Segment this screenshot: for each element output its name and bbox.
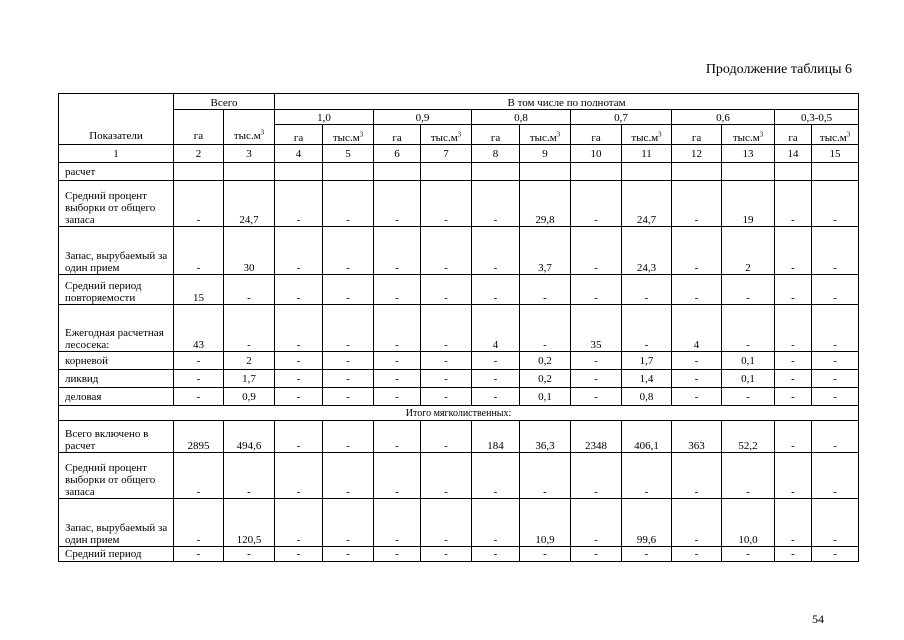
table-cell: 35 [571,305,622,352]
table-cell: 24,7 [622,181,672,227]
table-cell: - [472,352,520,370]
table-cell: - [672,181,722,227]
table-cell [224,163,275,181]
table-cell: - [812,181,859,227]
table-cell: - [374,453,421,499]
table-cell: 2 [722,227,775,275]
table-cell: - [571,499,622,547]
table-cell: - [374,547,421,562]
table-cell: - [323,352,374,370]
table-cell: - [622,305,672,352]
table-cell: - [275,453,323,499]
table-cell: - [472,181,520,227]
density-0-9: 0,9 [374,110,472,125]
unit-ha: га [472,125,520,145]
table-cell: - [672,453,722,499]
table-cell: - [672,275,722,305]
table-cell: 1,7 [622,352,672,370]
table-cell: - [520,275,571,305]
density-0-8: 0,8 [472,110,571,125]
table-row [59,181,859,227]
table-cell: - [812,305,859,352]
table-cell: - [421,547,472,562]
table-cell: - [374,352,421,370]
table-row [59,370,859,388]
table-cell: - [812,352,859,370]
table-cell: - [672,499,722,547]
table-cell: 3,7 [520,227,571,275]
table-cell: 184 [472,421,520,453]
table-cell: 24,7 [224,181,275,227]
table-cell: - [174,388,224,406]
table-cell: 2348 [571,421,622,453]
table-cell: - [812,227,859,275]
unit-ha: га [374,125,421,145]
table-cell: 0,9 [224,388,275,406]
table-cell: - [421,421,472,453]
table-row [59,547,859,562]
table-cell: 30 [224,227,275,275]
table-cell: 2 [224,352,275,370]
table-cell: - [275,227,323,275]
table-cell: - [374,227,421,275]
table-row [59,163,859,181]
table-cell: - [775,453,812,499]
table-cell: - [174,370,224,388]
column-number: 11 [622,145,672,163]
table-cell: - [275,421,323,453]
table-cell: - [520,453,571,499]
table-cell: - [323,305,374,352]
table-cell: - [472,499,520,547]
table-cell: - [571,181,622,227]
table-cell: - [672,547,722,562]
unit-ths-m3: $тыс.м^3$ [520,125,571,145]
table-cell: - [571,388,622,406]
table-cell: 24,3 [622,227,672,275]
row-label: расчет [59,163,174,181]
table-cell: - [323,227,374,275]
table-cell: - [722,453,775,499]
table-cell: - [472,388,520,406]
table-cell: - [622,547,672,562]
row-label: Средний процент выборки от общего запаса [59,181,174,227]
table-cell: - [224,305,275,352]
column-number: 2 [174,145,224,163]
column-number: 14 [775,145,812,163]
table-cell: - [174,352,224,370]
column-number: 9 [520,145,571,163]
table-caption: Продолжение таблицы 6 [705,62,852,77]
table-cell: - [722,305,775,352]
table-cell: - [174,227,224,275]
table-cell: - [775,275,812,305]
table-cell: - [374,275,421,305]
column-number: 3 [224,145,275,163]
table-cell: - [421,305,472,352]
table-cell: - [323,181,374,227]
table-cell: 36,3 [520,421,571,453]
table-cell: - [421,227,472,275]
row-label: Всего включено в расчет [59,421,174,453]
table-cell: 494,6 [224,421,275,453]
table-cell [520,163,571,181]
unit-ha: га [775,125,812,145]
table-cell: - [812,547,859,562]
table-row [59,227,859,275]
unit-ha: га [275,125,323,145]
table-cell: - [323,275,374,305]
table-cell: - [421,370,472,388]
table-cell: - [571,547,622,562]
table-cell: 0,1 [520,388,571,406]
header-total-ha: га [174,110,224,145]
section-title: Итого мягколиственных: [59,406,859,421]
table-cell: - [812,453,859,499]
table-cell: - [812,421,859,453]
column-number: 6 [374,145,421,163]
row-label: Средний процент выборки от общего запаса [59,453,174,499]
column-number: 5 [323,145,374,163]
table-cell [472,163,520,181]
table-cell: - [812,370,859,388]
table-cell: - [275,388,323,406]
table-cell: - [275,305,323,352]
table-row [59,305,859,352]
table-cell [421,163,472,181]
table-cell [323,163,374,181]
table-cell: - [812,275,859,305]
table-cell: - [224,547,275,562]
table-cell: - [672,388,722,406]
table-cell: - [374,370,421,388]
table-cell: - [323,421,374,453]
table-cell [571,163,622,181]
forest-table [58,93,859,562]
table-cell: - [571,275,622,305]
table-cell: 4 [672,305,722,352]
table-row [59,421,859,453]
table-cell [672,163,722,181]
table-cell: - [775,499,812,547]
table-cell: - [472,275,520,305]
table-cell: 0,1 [722,370,775,388]
table-cell: 19 [722,181,775,227]
table-cell: - [672,352,722,370]
table-cell: - [275,370,323,388]
table-cell: - [174,453,224,499]
table-cell [174,163,224,181]
table-cell: - [775,305,812,352]
table-cell: - [672,227,722,275]
table-cell: - [323,388,374,406]
table-cell: - [775,388,812,406]
column-number: 8 [472,145,520,163]
density-0-3-0-5: 0,3-0,5 [775,110,859,125]
table-cell: - [224,453,275,499]
table-cell: 0,1 [722,352,775,370]
table-cell: - [275,499,323,547]
table-cell: - [174,547,224,562]
table-cell: - [374,388,421,406]
density-1-0: 1,0 [275,110,374,125]
unit-ths-m3: $тыс.м^3$ [421,125,472,145]
table-cell: - [812,388,859,406]
row-label: Ежегодная расчетная лесосека: [59,305,174,352]
table-cell: - [174,181,224,227]
table-cell: 0,8 [622,388,672,406]
table-cell: - [421,181,472,227]
table-cell: 0,2 [520,352,571,370]
table-cell: - [571,370,622,388]
density-0-7: 0,7 [571,110,672,125]
table-cell: - [374,181,421,227]
table-cell: - [224,275,275,305]
column-number: 4 [275,145,323,163]
table-cell: - [472,547,520,562]
table-cell: - [622,453,672,499]
header-total: Всего [174,94,275,110]
table-cell: 1,4 [622,370,672,388]
column-number: 10 [571,145,622,163]
unit-ths-m3: $тыс.м^3$ [722,125,775,145]
table-cell: 10,0 [722,499,775,547]
row-label: корневой [59,352,174,370]
table-cell: - [275,547,323,562]
table-cell: - [722,388,775,406]
unit-ths-m3: $тыс.м^3$ [622,125,672,145]
unit-ths-m3: $тыс.м^3$ [812,125,859,145]
table-cell: - [722,275,775,305]
table-cell: - [571,453,622,499]
table-cell [275,163,323,181]
table-row [59,388,859,406]
table-cell [622,163,672,181]
column-number: 15 [812,145,859,163]
table-cell: - [520,547,571,562]
table-cell: - [472,227,520,275]
table-cell [812,163,859,181]
table-cell [722,163,775,181]
table-row [59,499,859,547]
table-cell: - [323,453,374,499]
unit-ha: га [571,125,622,145]
row-label: Средний период [59,547,174,562]
table-cell: - [812,499,859,547]
table-cell: - [174,499,224,547]
table-cell: 120,5 [224,499,275,547]
table-cell: - [672,370,722,388]
table-cell [374,163,421,181]
density-0-6: 0,6 [672,110,775,125]
table-cell [775,163,812,181]
row-label: Запас, вырубаемый за один прием [59,499,174,547]
row-label: ликвид [59,370,174,388]
column-number: 12 [672,145,722,163]
table-cell: 29,8 [520,181,571,227]
table-cell: 0,2 [520,370,571,388]
table-cell: - [275,352,323,370]
unit-ths-m3: $тыс.м^3$ [323,125,374,145]
table-cell: 15 [174,275,224,305]
row-label: Средний период повторяемости [59,275,174,305]
table-cell: - [520,305,571,352]
table-cell: - [775,421,812,453]
table-cell: - [472,370,520,388]
table-cell: - [775,227,812,275]
table-cell: 363 [672,421,722,453]
table-cell: - [421,352,472,370]
header-indicators: Показатели [59,94,174,145]
table-cell: - [421,453,472,499]
table-cell: - [775,547,812,562]
table-cell: 52,2 [722,421,775,453]
table-cell: 4 [472,305,520,352]
row-label: деловая [59,388,174,406]
table-cell: - [571,227,622,275]
table-cell: 99,6 [622,499,672,547]
table-cell: 43 [174,305,224,352]
column-number: 1 [59,145,174,163]
table-cell: - [775,352,812,370]
table-cell: 406,1 [622,421,672,453]
table-cell: - [775,370,812,388]
unit-ha: га [672,125,722,145]
table-cell: 10,9 [520,499,571,547]
table-cell: - [374,499,421,547]
header-including: В том числе по полнотам [275,94,859,110]
table-cell: - [421,499,472,547]
table-cell: - [775,181,812,227]
table-cell: - [374,421,421,453]
table-cell: - [421,275,472,305]
table-cell: - [722,547,775,562]
table-cell: - [472,453,520,499]
table-cell: 1,7 [224,370,275,388]
table-cell: - [622,275,672,305]
table-cell: - [571,352,622,370]
table-cell: - [323,370,374,388]
table-cell: - [421,388,472,406]
page-number: 54 [812,612,824,626]
table-cell: - [323,499,374,547]
column-number: 13 [722,145,775,163]
table-cell: - [374,305,421,352]
table-row [59,453,859,499]
table-cell: - [275,181,323,227]
table-cell: - [275,275,323,305]
table-cell: 2895 [174,421,224,453]
table-cell: - [323,547,374,562]
table-row [59,275,859,305]
header-total-m3: $тыс.м^3$ [224,110,275,145]
row-label: Запас, вырубаемый за один прием [59,227,174,275]
table-row [59,352,859,370]
column-number: 7 [421,145,472,163]
